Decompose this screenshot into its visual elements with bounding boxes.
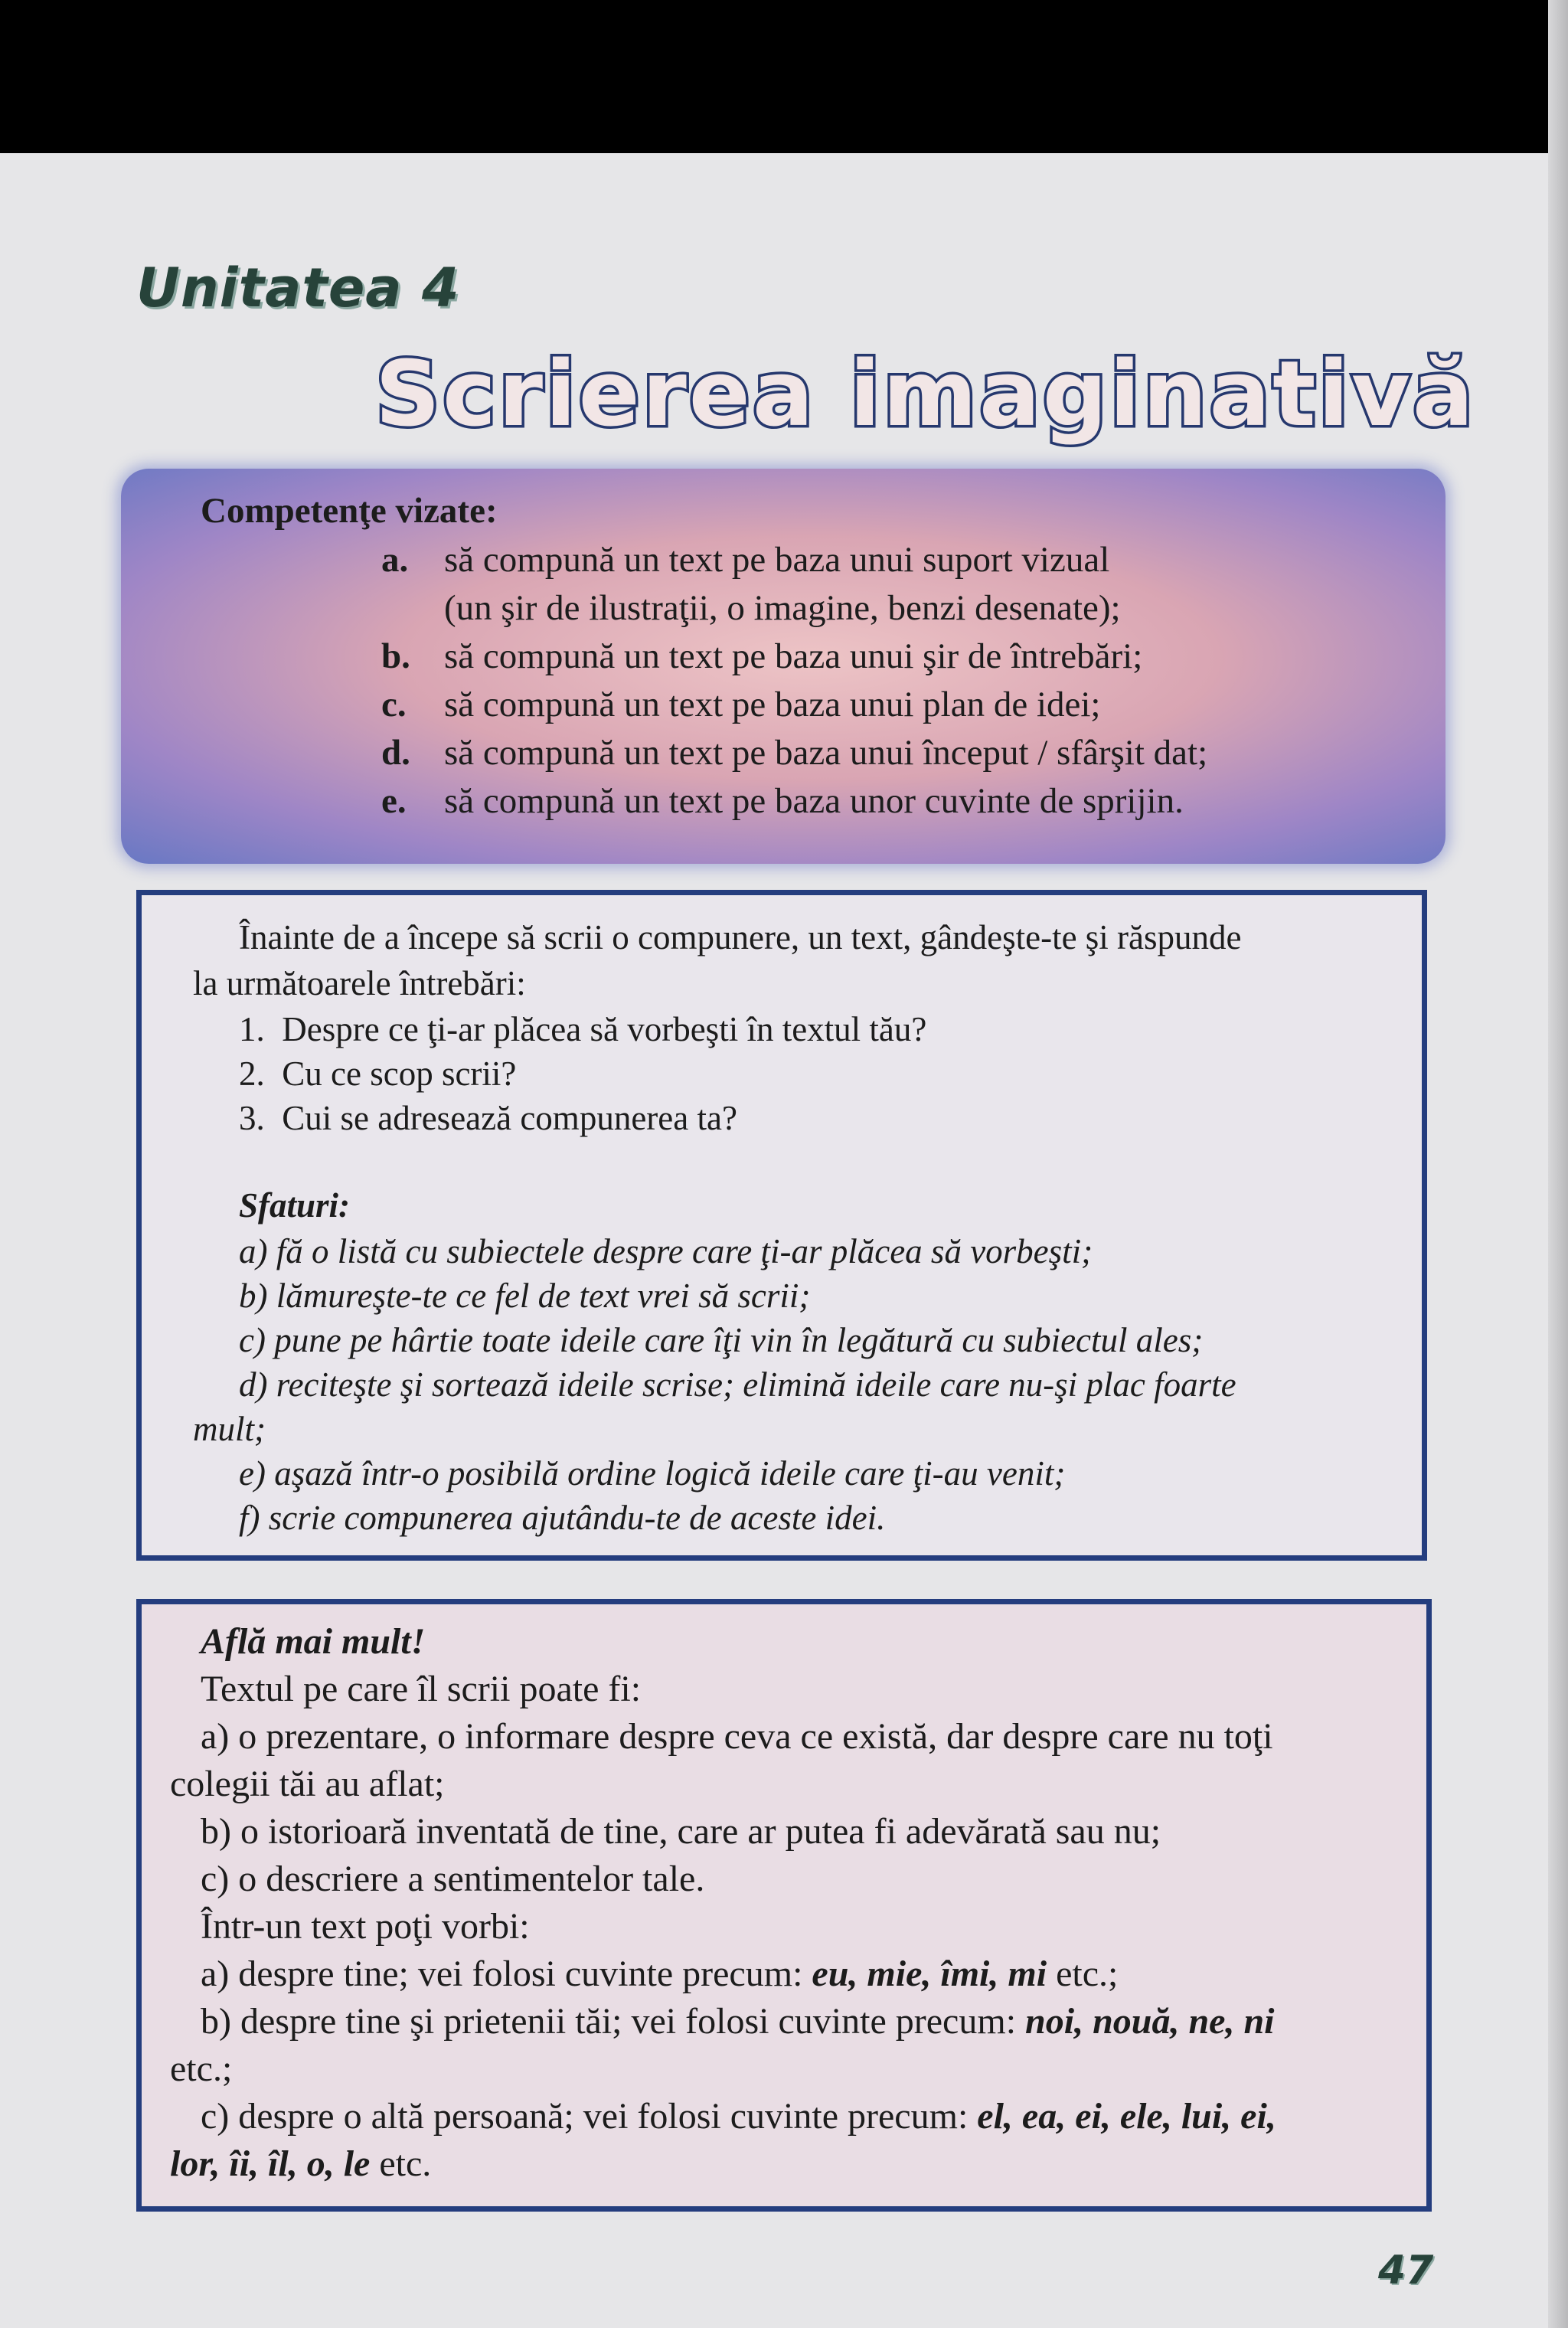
competente-item: [381, 681, 1392, 729]
info-item: [201, 1953, 1118, 1995]
item-text: să compună un text pe baza unui început / sfârşit dat;: [444, 733, 1208, 773]
page-number: 47: [1378, 2248, 1434, 2294]
page-title: Scrierea imaginativă: [375, 341, 1476, 446]
question-num: 1.: [239, 1010, 265, 1048]
question-item: [239, 1054, 516, 1094]
question-item: [239, 1098, 737, 1138]
item-letter: b.: [381, 636, 410, 676]
sfat-item: b) lămureşte-te ce fel de text vrei să scrii;: [239, 1277, 811, 1315]
info-item-cont: colegii tăi au aflat;: [170, 1764, 445, 1804]
question-item: [239, 1009, 926, 1049]
intro-line-cont: la următoarele întrebări:: [193, 964, 526, 1002]
item-letter: a.: [381, 540, 409, 580]
item-letter: c.: [381, 685, 407, 724]
sfaturi-heading: Sfaturi:: [239, 1186, 351, 1224]
competente-item: [381, 777, 1392, 826]
competente-item: [381, 729, 1392, 777]
intro-line: Înainte de a începe să scrii o compunere, un text, gândeşte-te şi răspunde: [239, 918, 1242, 956]
info-intro: Textul pe care îl scrii poate fi:: [201, 1669, 642, 1709]
sfat-item: f) scrie compunerea ajutându-te de aceste idei.: [239, 1499, 886, 1537]
item-text: să compună un text pe baza unui plan de idei;: [444, 685, 1101, 724]
item-letter: d.: [381, 733, 410, 773]
sfat-item: a) fă o listă cu subiectele despre care ţi-ar plăcea să vorbeşti;: [239, 1232, 1093, 1270]
sfat-item: e) aşază într-o posibilă ordine logică ideile care ţi-au venit;: [239, 1454, 1066, 1493]
competente-list: [381, 536, 1392, 826]
example-words: eu, mie, îmi, mi: [812, 1954, 1047, 1994]
info-item: [201, 2000, 1274, 2042]
competente-heading: Competenţe vizate:: [201, 491, 498, 531]
item-end: etc.: [370, 2143, 432, 2184]
item-text: c) despre o altă persoană; vei folosi cuvinte precum:: [201, 2096, 978, 2137]
item-text: b) despre tine şi prietenii tăi; vei folosi cuvinte precum:: [201, 2001, 1026, 2042]
info-heading: Află mai mult!: [201, 1621, 426, 1662]
sfat-item-cont: mult;: [193, 1410, 266, 1448]
question-num: 3.: [239, 1099, 265, 1137]
question-text: Cu ce scop scrii?: [282, 1054, 517, 1093]
unit-label: Unitatea 4: [136, 257, 460, 319]
scan-right-edge: [1548, 0, 1568, 2328]
example-words: noi, nouă, ne, ni: [1025, 2001, 1275, 2042]
question-text: Despre ce ţi-ar plăcea să vorbeşti în textul tău?: [282, 1010, 927, 1048]
info-item: b) o istorioară inventată de tine, care ar putea fi adevărată sau nu;: [201, 1811, 1161, 1852]
competente-item: [381, 633, 1392, 681]
sfat-item: d) reciteşte şi sortează ideile scrise; elimină ideile care nu-şi plac foarte: [239, 1365, 1236, 1404]
item-end: etc.;: [1047, 1954, 1119, 1994]
item-text: a) despre tine; vei folosi cuvinte precum:: [201, 1954, 812, 1994]
competente-item: [381, 536, 1392, 633]
example-words: lor, îi, îl, o, le: [170, 2143, 371, 2184]
info-item: c) o descriere a sentimentelor tale.: [201, 1859, 705, 1899]
info-item: [201, 2095, 1276, 2137]
info-item-cont: [170, 2143, 431, 2185]
example-words: el, ea, ei, ele, lui, ei,: [977, 2096, 1276, 2137]
item-text-cont: (un şir de ilustraţii, o imagine, benzi desenate);: [444, 588, 1121, 628]
item-letter: e.: [381, 781, 407, 821]
question-num: 2.: [239, 1054, 265, 1093]
item-text: să compună un text pe baza unui şir de întrebări;: [444, 636, 1143, 676]
item-text: să compună un text pe baza unor cuvinte de sprijin.: [444, 781, 1184, 821]
info-item-cont: etc.;: [170, 2048, 233, 2089]
scan-top-border: [0, 0, 1568, 153]
question-text: Cui se adresează compunerea ta?: [282, 1099, 737, 1137]
info-intro: Într-un text poţi vorbi:: [201, 1906, 530, 1947]
item-text: să compună un text pe baza unui suport vizual: [444, 540, 1110, 580]
sfat-item: c) pune pe hârtie toate ideile care îţi vin în legătură cu subiectul ales;: [239, 1321, 1204, 1359]
info-item: a) o prezentare, o informare despre ceva ce există, dar despre care nu toţi: [201, 1716, 1273, 1757]
